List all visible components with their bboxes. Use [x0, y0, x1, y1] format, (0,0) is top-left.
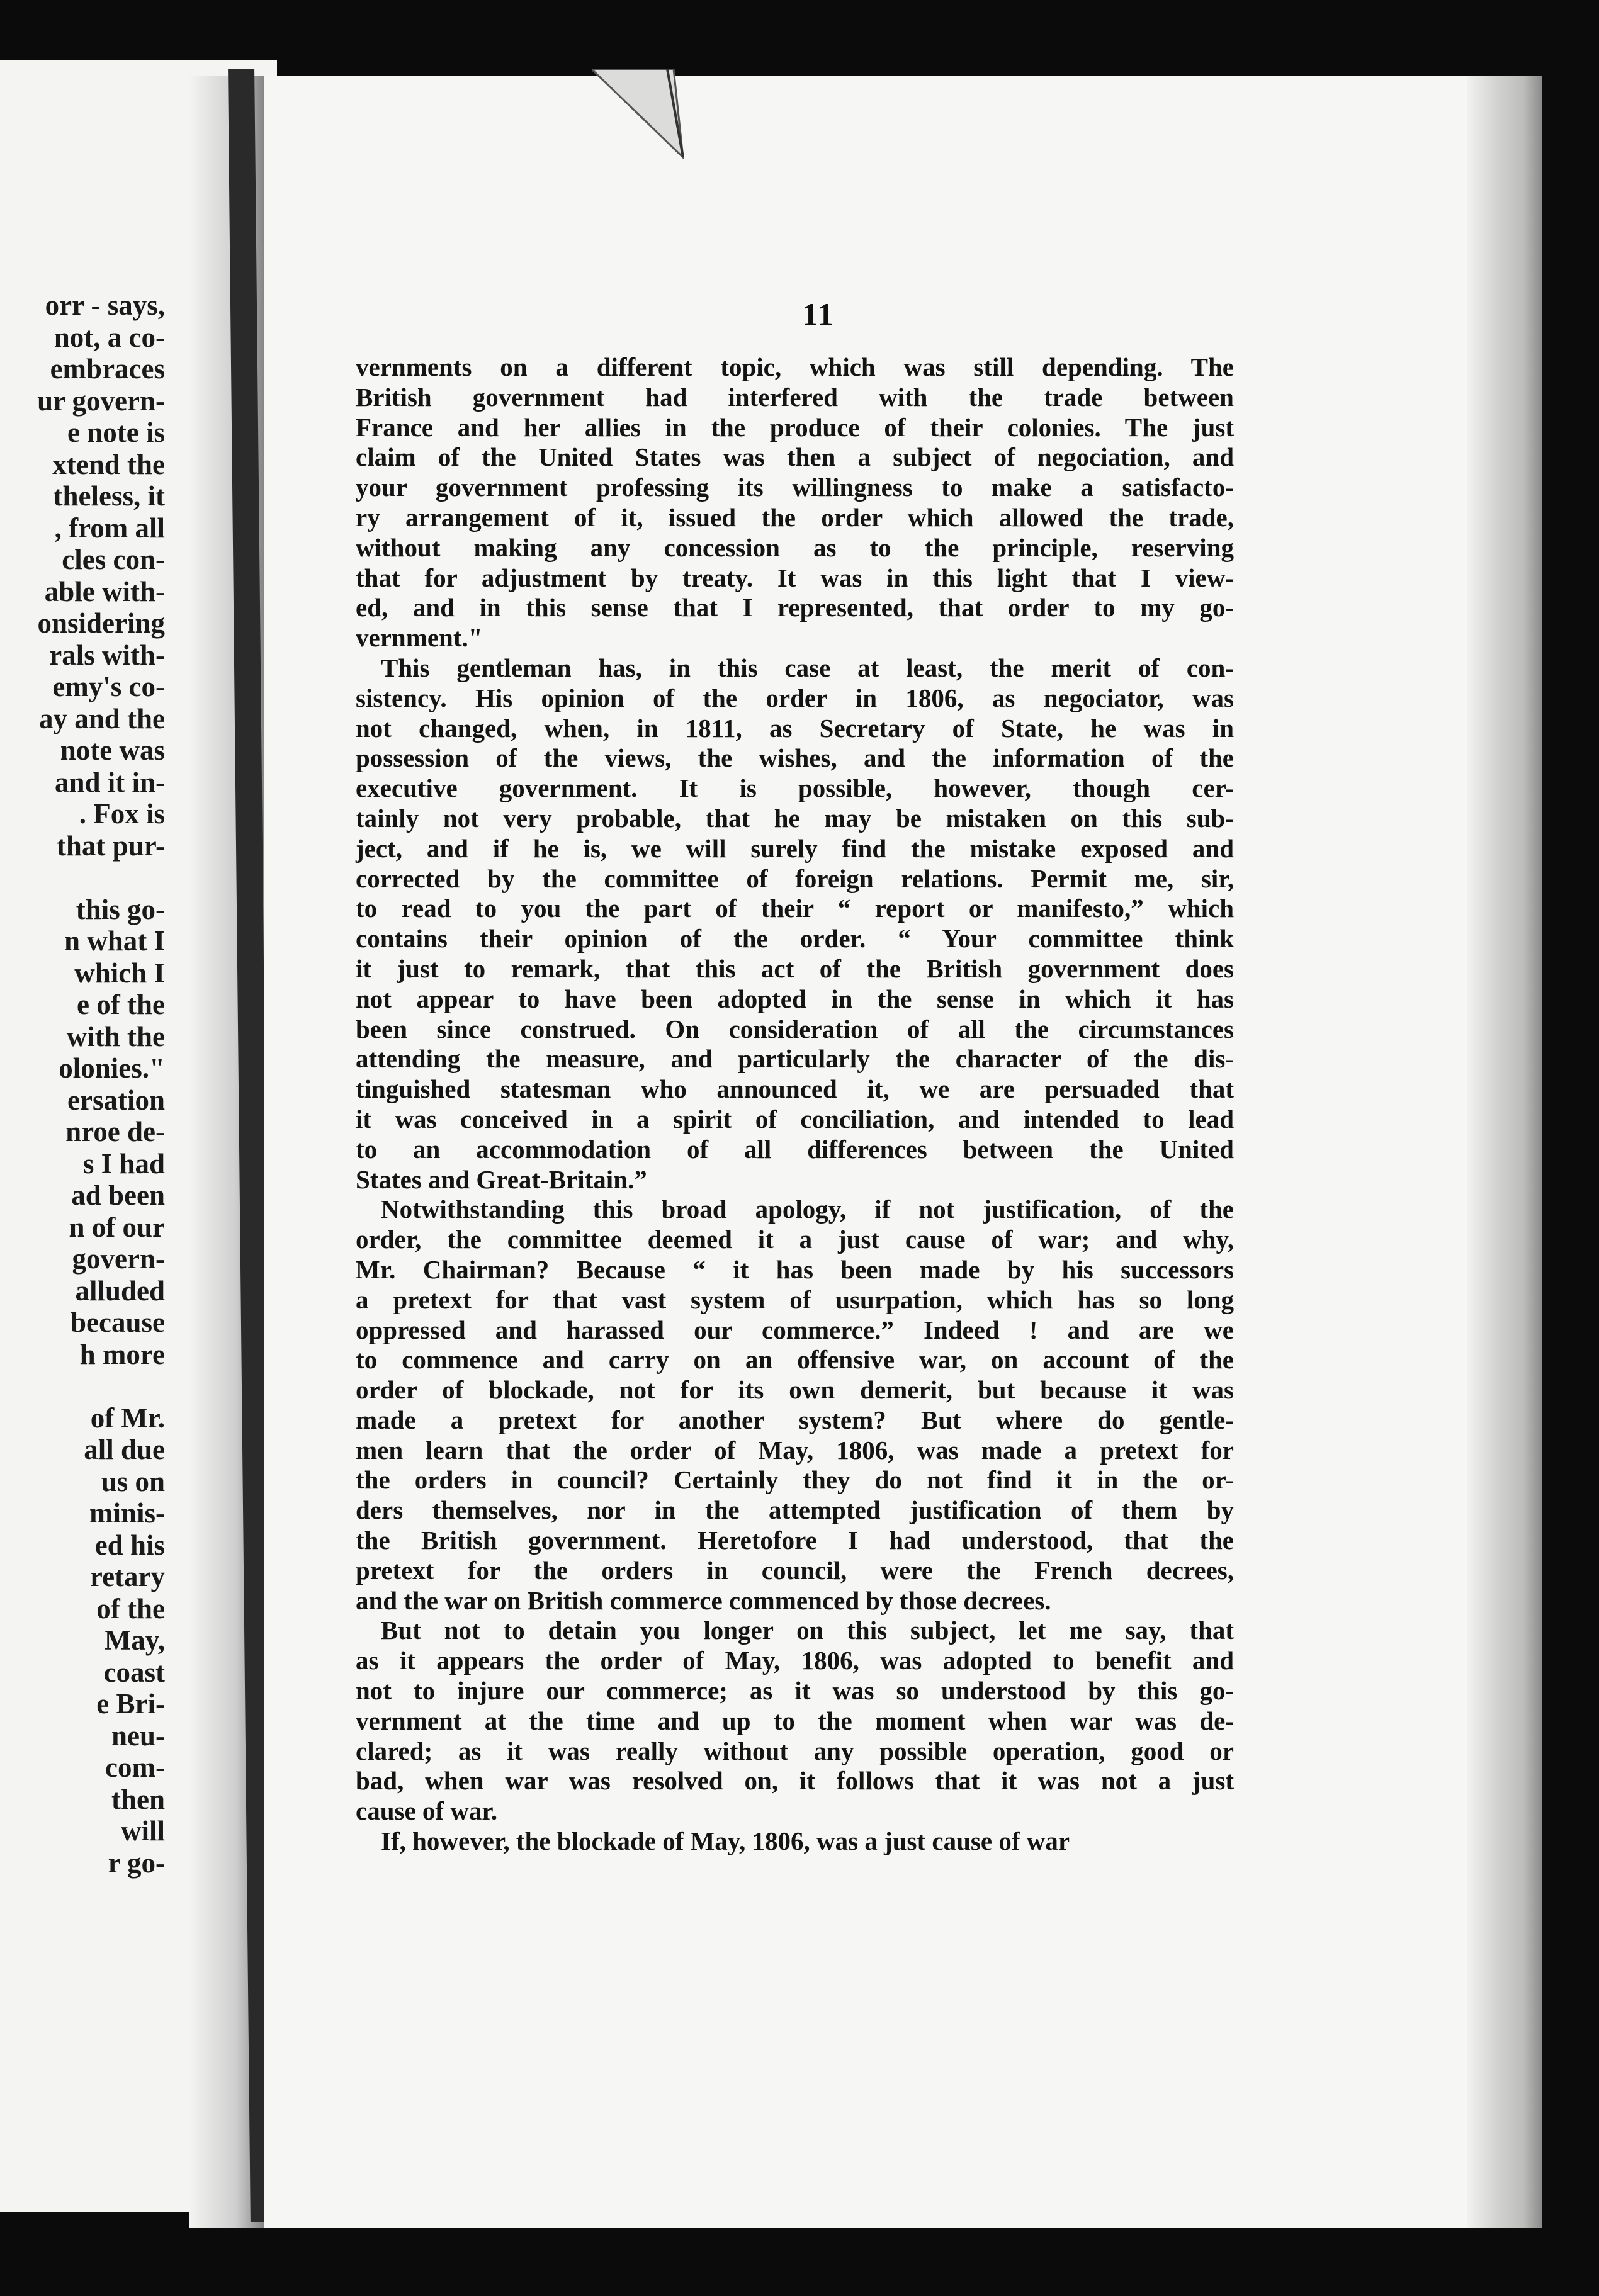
facing-page-line: ersation	[67, 1084, 165, 1116]
text-line: ed, and in this sense that I represented, that order to my go-	[356, 593, 1234, 622]
text-line: not to injure our commerce; as it was so understood by this go-	[356, 1676, 1234, 1706]
facing-page-line: this go-	[76, 893, 165, 925]
text-line: contains their opinion of the order. “ Your committee think	[356, 924, 1234, 954]
facing-page-line: olonies."	[59, 1052, 165, 1084]
text-line: ders themselves, nor in the attempted justification of them by	[356, 1495, 1234, 1525]
facing-page-line: e note is	[67, 417, 165, 448]
facing-page-line: May,	[104, 1624, 165, 1656]
page-number: 11	[802, 296, 835, 332]
text-line: But not to detain you longer on this subject, let me say, that	[381, 1616, 1234, 1645]
text-line: been since construed. On consideration of all the circumstances	[356, 1014, 1234, 1044]
text-line: corrected by the committee of foreign relations. Permit me, sir,	[356, 864, 1234, 893]
text-line: order of blockade, not for its own demerit, but because it was	[356, 1375, 1234, 1405]
text-line: France and her allies in the produce of their colonies. The just	[356, 412, 1234, 442]
facing-page-line: note was	[60, 734, 165, 766]
facing-page-line: and it in-	[54, 766, 165, 798]
text-line: and the war on British commerce commenced by those decrees.	[356, 1585, 1051, 1615]
facing-page-line: n of our	[69, 1211, 165, 1243]
facing-page-text	[0, 290, 165, 1879]
text-line: clared; as it was really without any possible operation, good or	[356, 1736, 1234, 1765]
text-line: sistency. His opinion of the order in 1806, as negociator, was	[356, 683, 1234, 712]
body-text	[356, 352, 1234, 1857]
text-line: as it appears the order of May, 1806, was adopted to benefit and	[356, 1646, 1234, 1675]
text-line: without making any concession as to the principle, reserving	[356, 532, 1234, 562]
facing-page-line: ay and the	[38, 702, 165, 734]
facing-page-line: cles con-	[62, 544, 165, 575]
facing-page-line: n what I	[64, 925, 165, 957]
text-line: not changed, when, in 1811, as Secretary of State, he was in	[356, 713, 1234, 743]
text-line: possession of the views, the wishes, and the information of the	[356, 743, 1234, 773]
facing-page-line: . Fox is	[79, 798, 165, 830]
facing-page-line: govern-	[72, 1243, 165, 1275]
facing-page-line: e of the	[77, 989, 165, 1020]
facing-page-line: all due	[84, 1434, 165, 1465]
facing-page-line: minis-	[89, 1497, 165, 1529]
facing-page-line: e Bri-	[96, 1688, 165, 1719]
facing-page-line: will	[120, 1815, 165, 1847]
text-line: oppressed and harassed our commerce.” Indeed ! and are we	[356, 1315, 1234, 1344]
facing-page-line: neu-	[111, 1719, 165, 1752]
facing-page-line: of Mr.	[90, 1402, 165, 1434]
facing-page-line	[0, 1370, 165, 1402]
facing-page-line: which I	[74, 957, 165, 989]
text-line: British government had interfered with the trade between	[356, 382, 1234, 412]
text-line: bad, when war was resolved on, it follows that it was not a just	[356, 1766, 1234, 1796]
text-line: executive government. It is possible, however, though cer-	[356, 774, 1234, 803]
text-line: not appear to have been adopted in the sense in which it has	[356, 984, 1234, 1013]
text-line: States and Great-Britain.”	[356, 1164, 647, 1194]
text-line: claim of the United States was then a subject of negociation, and	[356, 442, 1234, 472]
page-fold-mark	[592, 69, 692, 164]
facing-page-line: orr - says,	[45, 290, 165, 321]
text-line: tainly not very probable, that he may be mistaken on this sub-	[356, 803, 1234, 833]
text-line: Mr. Chairman? Because “ it has been made by his successors	[356, 1254, 1234, 1284]
text-line: it was conceived in a spirit of conciliation, and intended to lead	[356, 1104, 1234, 1134]
text-line: pretext for the orders in council, were the French decrees,	[356, 1555, 1234, 1585]
facing-page-line: nroe de-	[65, 1116, 165, 1147]
facing-page-line: rals with-	[49, 639, 165, 671]
facing-page-line: coast	[103, 1656, 165, 1688]
facing-page-line: , from all	[54, 512, 165, 544]
facing-page-line: ed his	[94, 1529, 165, 1561]
text-line: men learn that the order of May, 1806, was made a pretext for	[356, 1435, 1234, 1465]
facing-page-line: embraces	[50, 353, 165, 385]
text-line: it just to remark, that this act of the British government does	[356, 954, 1234, 983]
facing-page-line: with the	[66, 1020, 165, 1052]
facing-page-line: emy's co-	[52, 671, 165, 702]
text-line: a pretext for that vast system of usurpation, which has so long	[356, 1285, 1234, 1314]
facing-page-line: h more	[79, 1338, 165, 1370]
facing-page-line: retary	[89, 1561, 165, 1592]
facing-page-line: of the	[96, 1592, 165, 1624]
text-line: to read to you the part of their “ report or manifesto,” which	[356, 894, 1234, 923]
facing-page-line: able with-	[44, 575, 165, 607]
text-line: the orders in council? Certainly they do not find it in the or-	[356, 1465, 1234, 1495]
text-line: This gentleman has, in this case at least, the merit of con-	[381, 653, 1234, 682]
text-line: tinguished statesman who announced it, we are persuaded that	[356, 1074, 1234, 1104]
text-line: order, the committee deemed it a just cause of war; and why,	[356, 1225, 1234, 1254]
text-line: vernment at the time and up to the moment when war was de-	[356, 1706, 1234, 1735]
text-line: attending the measure, and particularly the character of the dis-	[356, 1044, 1234, 1074]
text-line: to commence and carry on an offensive war, on account of the	[356, 1345, 1234, 1375]
text-line: to an accommodation of all differences between the United	[356, 1134, 1234, 1164]
text-line: ject, and if he is, we will surely find the mistake exposed and	[356, 833, 1234, 863]
facing-page-line: ad been	[71, 1179, 165, 1211]
text-line: made a pretext for another system? But where do gentle-	[356, 1405, 1234, 1434]
text-line: the British government. Heretofore I had understood, that the	[356, 1526, 1234, 1555]
facing-page-line: not, a co-	[54, 321, 165, 353]
facing-page-line: onsidering	[37, 607, 165, 639]
text-line: cause of war.	[356, 1796, 498, 1826]
facing-page-line: xtend the	[52, 448, 165, 480]
page-edge-stack	[1467, 76, 1542, 2228]
facing-page-line: theless, it	[53, 480, 165, 512]
text-line: ry arrangement of it, issued the order which allowed the trade,	[356, 502, 1234, 532]
facing-page-line: then	[111, 1783, 165, 1815]
text-line: vernments on a different topic, which was still depending. The	[356, 352, 1234, 381]
text-line: Notwithstanding this broad apology, if not justification, of the	[381, 1195, 1234, 1224]
facing-page-line: us on	[101, 1465, 165, 1497]
text-line: vernment."	[356, 623, 483, 653]
text-line: that for adjustment by treaty. It was in this light that I view-	[356, 563, 1234, 592]
text-line: your government professing its willingness to make a satisfacto-	[356, 473, 1234, 502]
facing-page-line: because	[71, 1307, 165, 1338]
facing-page-line: that pur-	[56, 830, 165, 862]
facing-page-line	[0, 862, 165, 894]
facing-page-line: ur govern-	[37, 385, 165, 417]
facing-page-line: alluded	[75, 1275, 165, 1307]
facing-page-line: s I had	[82, 1147, 165, 1179]
facing-page-line: com-	[105, 1752, 165, 1783]
text-line: If, however, the blockade of May, 1806, was a just cause of war	[381, 1826, 1070, 1856]
facing-page-line: r go-	[108, 1847, 165, 1879]
